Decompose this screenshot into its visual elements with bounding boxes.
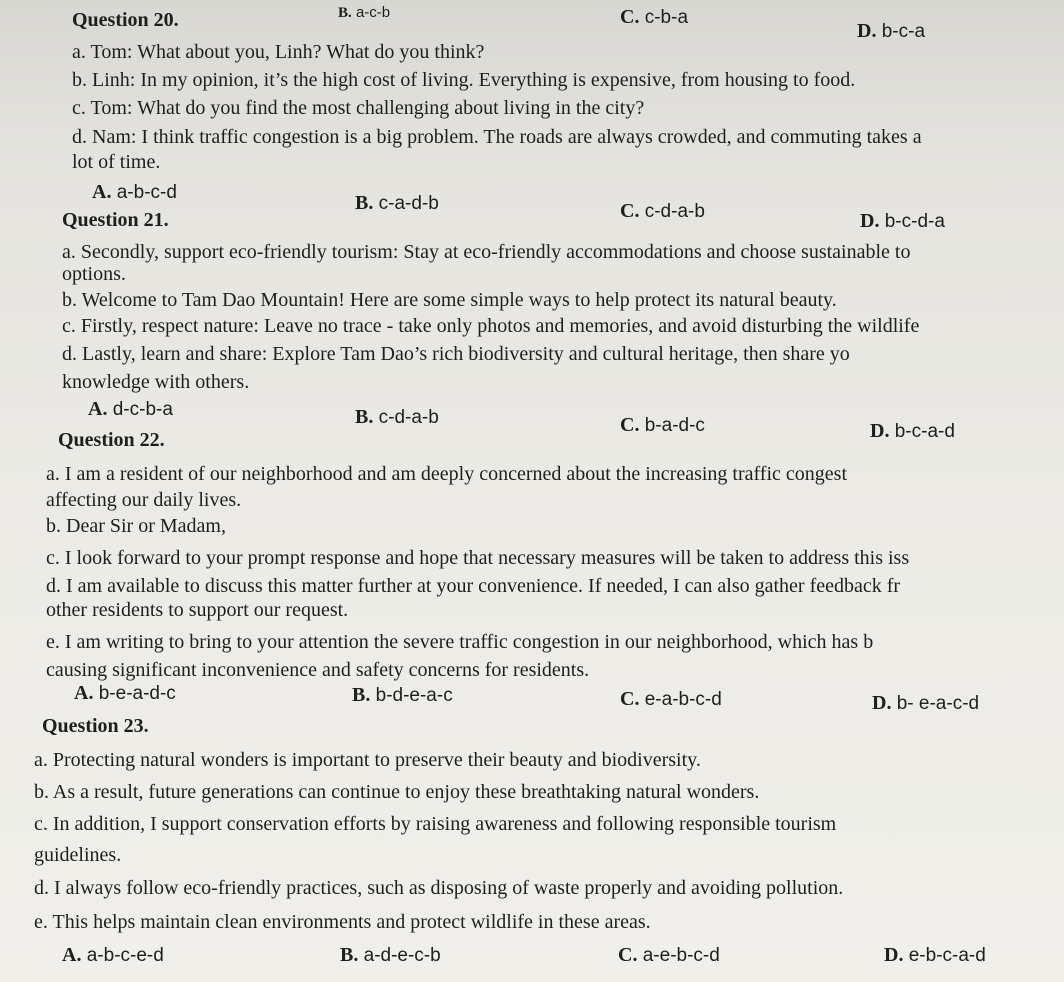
question-21-line-b: b. Welcome to Tam Dao Mountain! Here are some simple ways to help protect its natural beauty. (62, 289, 837, 311)
question-21-option-a[interactable]: A. d-c-b-a (88, 398, 173, 420)
question-20-option-b[interactable]: B. c-a-d-b (355, 192, 439, 214)
question-22-line-a: a. I am a resident of our neighborhood and am deeply concerned about the increasing traffic congest (46, 463, 847, 485)
question-20-line-d: d. Nam: I think traffic congestion is a big problem. The roads are always crowded, and commuting takes a (72, 126, 922, 148)
question-22-option-d[interactable]: D. b- e-a-c-d (872, 692, 980, 714)
prev-option-b: B. a-c-b (338, 4, 391, 21)
question-22-option-b[interactable]: B. b-d-e-a-c (352, 684, 453, 706)
question-20-line-b: b. Linh: In my opinion, it’s the high cost of living. Everything is expensive, from housing to food. (72, 69, 856, 91)
question-23-line-c: c. In addition, I support conservation efforts by raising awareness and following responsible tourism (34, 813, 837, 835)
question-21-title: Question 21. (62, 209, 169, 231)
question-21-line-d: d. Lastly, learn and share: Explore Tam Dao’s rich biodiversity and cultural heritage, then share yo (62, 343, 850, 365)
question-21-option-b[interactable]: B. c-d-a-b (355, 406, 439, 428)
question-23-option-c[interactable]: C. a-e-b-c-d (618, 944, 720, 966)
question-22-line-d: d. I am available to discuss this matter further at your convenience. If needed, I can also gather feedback fr (46, 575, 901, 597)
question-21-line-a-cont: options. (62, 263, 126, 285)
question-23-option-d[interactable]: D. e-b-c-a-d (884, 944, 986, 966)
question-23-line-e: e. This helps maintain clean environments and protect wildlife in these areas. (34, 911, 651, 933)
question-21-option-d[interactable]: D. b-c-a-d (870, 420, 955, 442)
question-23-option-a[interactable]: A. a-b-c-e-d (62, 944, 164, 966)
question-23-line-c-cont: guidelines. (34, 844, 122, 866)
question-20-line-d-cont: lot of time. (72, 151, 161, 173)
question-20-title: Question 20. (72, 9, 179, 31)
question-22-option-a[interactable]: A. b-e-a-d-c (74, 682, 176, 704)
question-23-title: Question 23. (42, 715, 149, 737)
prev-option-c: C. c-b-a (620, 6, 689, 28)
question-21-option-c[interactable]: C. b-a-d-c (620, 414, 705, 436)
question-23-option-b[interactable]: B. a-d-e-c-b (340, 944, 441, 966)
question-21-line-c: c. Firstly, respect nature: Leave no trace - take only photos and memories, and avoid disturbing the wildlife (62, 315, 920, 337)
question-20-option-d[interactable]: D. b-c-d-a (860, 210, 945, 232)
question-22-line-c: c. I look forward to your prompt response and hope that necessary measures will be taken to address this iss (46, 547, 910, 569)
prev-option-d: D. b-c-a (857, 20, 926, 42)
question-20-line-c: c. Tom: What do you find the most challenging about living in the city? (72, 97, 645, 119)
question-22-line-d-cont: other residents to support our request. (46, 599, 349, 621)
question-23-line-b: b. As a result, future generations can continue to enjoy these breathtaking natural wonders. (34, 781, 760, 803)
question-21-line-d-cont: knowledge with others. (62, 371, 250, 393)
question-22-line-a-cont: affecting our daily lives. (46, 489, 242, 511)
question-21-line-a: a. Secondly, support eco-friendly tourism: Stay at eco-friendly accommodations and choose sustainable to (62, 241, 911, 263)
question-23-line-a: a. Protecting natural wonders is important to preserve their beauty and biodiversity. (34, 749, 701, 771)
question-22-line-e-cont: causing significant inconvenience and safety concerns for residents. (46, 659, 590, 681)
question-22-option-c[interactable]: C. e-a-b-c-d (620, 688, 722, 710)
question-20-option-c[interactable]: C. c-d-a-b (620, 200, 705, 222)
question-22-title: Question 22. (58, 429, 165, 451)
question-22-line-e: e. I am writing to bring to your attention the severe traffic congestion in our neighborhood, which has b (46, 631, 874, 653)
question-20-line-a: a. Tom: What about you, Linh? What do you think? (72, 41, 485, 63)
question-22-line-b: b. Dear Sir or Madam, (46, 515, 226, 537)
question-20-option-a[interactable]: A. a-b-c-d (92, 181, 177, 203)
question-23-line-d: d. I always follow eco-friendly practices, such as disposing of waste properly and avoiding pollution. (34, 877, 844, 899)
